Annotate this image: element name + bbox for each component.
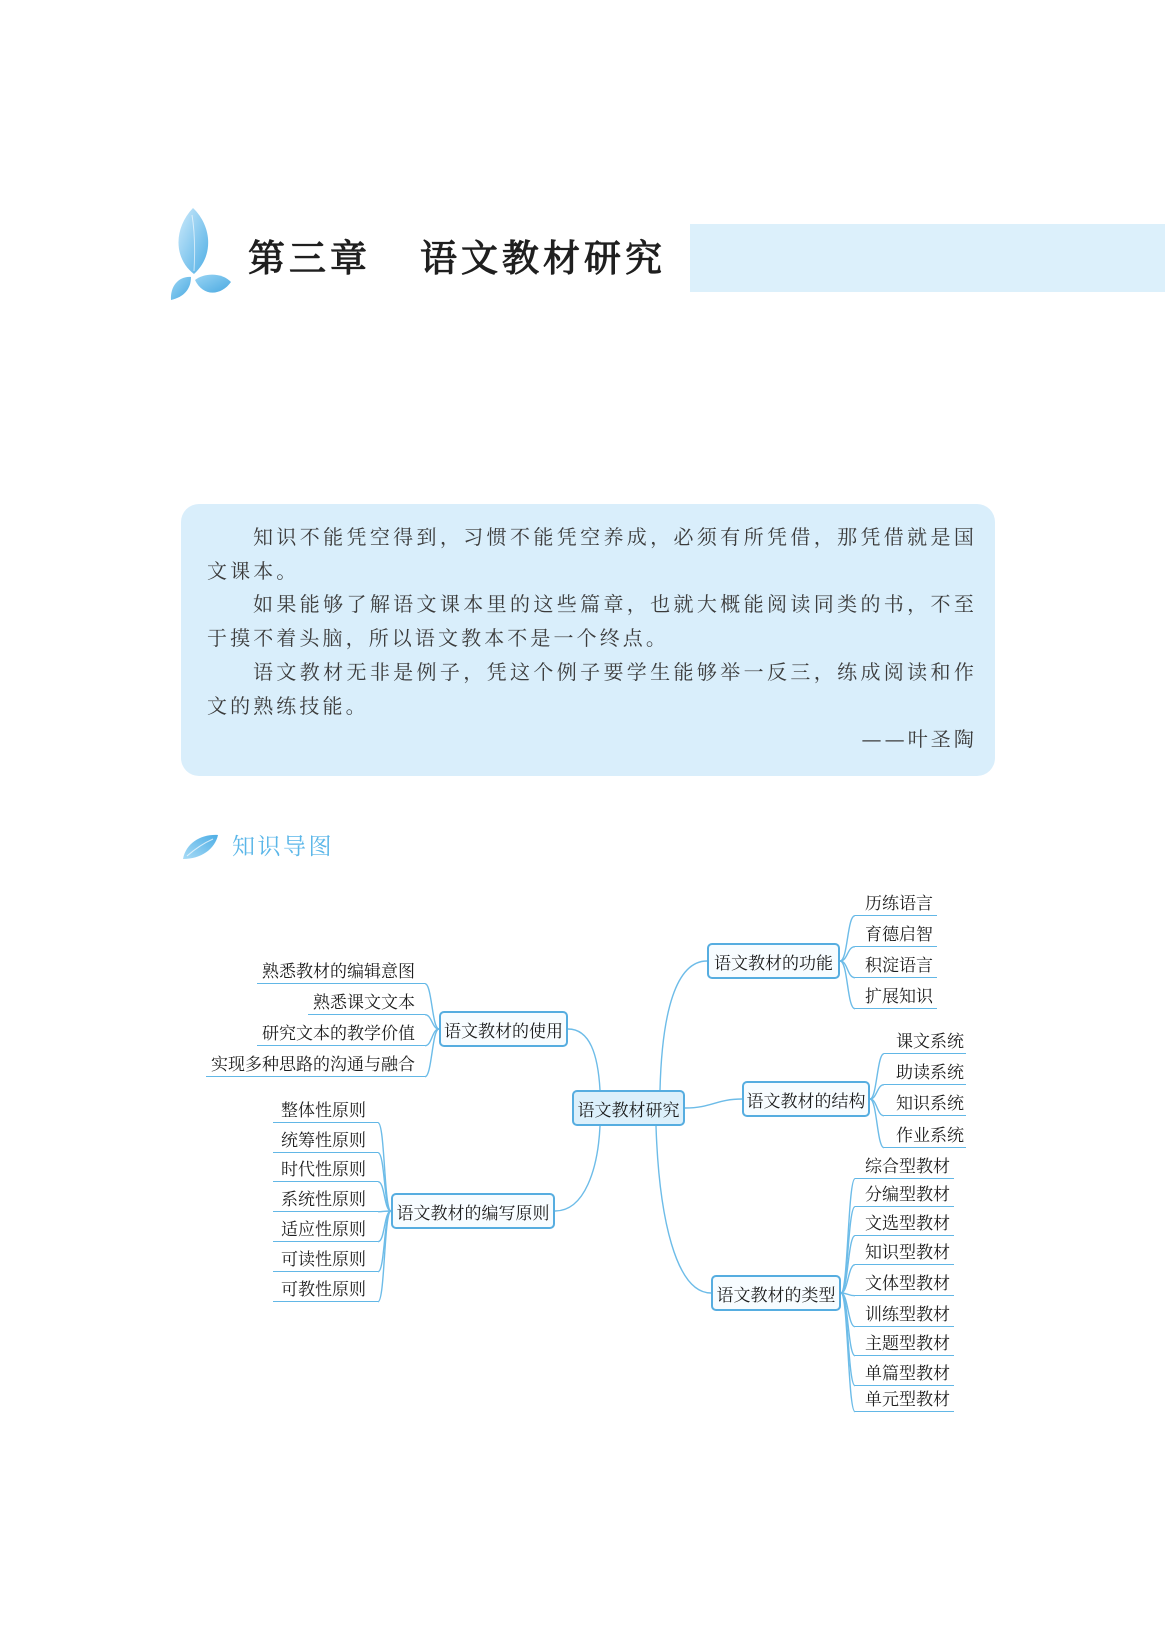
mind-map-leaf: 课文系统 [884,1032,966,1054]
leaf-icon [180,830,220,862]
connector-line [841,1236,855,1293]
chapter-header-band [690,224,1165,292]
connector-line [378,1211,391,1242]
connector-line [425,1029,439,1046]
mind-map-leaf: 单元型教材 [855,1390,954,1412]
connector-line [685,1099,742,1108]
mind-map-leaf: 育德启智 [855,925,937,947]
connector-line [656,1126,711,1293]
mind-map-branch-node: 语文教材的编写原则 [391,1193,555,1229]
mind-map-leaf: 综合型教材 [855,1157,954,1179]
mind-map-leaf: 知识型教材 [855,1243,954,1265]
mind-map-leaf: 助读系统 [884,1063,966,1085]
mind-map-leaf: 熟悉课文文本 [308,993,425,1015]
connector-line [841,1265,855,1293]
mind-map-branch-node: 语文教材的结构 [742,1081,870,1117]
mind-map-leaf: 实现多种思路的沟通与融合 [206,1055,425,1077]
connector-line [840,947,855,961]
connector-line [870,1099,884,1116]
mind-map-leaf: 积淀语言 [855,956,937,978]
connector-line [555,1126,600,1211]
section-heading: 知识导图 [232,834,334,860]
connector-line [425,1015,439,1029]
connector-line [841,1293,855,1412]
mind-map-leaf: 统筹性原则 [273,1131,378,1153]
connector-line [378,1211,391,1212]
quote-text [207,521,977,757]
mind-map-branch-node: 语文教材的功能 [707,943,840,979]
connector-line [840,961,855,978]
connector-line [840,961,855,1009]
connector-line [378,1211,391,1302]
connector-line [378,1211,391,1272]
connector-line [870,1054,884,1099]
mind-map-leaf: 熟悉教材的编辑意图 [257,962,425,984]
mind-map-leaf: 扩展知识 [855,987,937,1009]
quote-paragraph: 如果能够了解语文课本里的这些篇章，也就大概能阅读同类的书，不至于摸不着头脑，所以语文教本不是一个终点。 [207,592,977,651]
connector-line [378,1182,391,1211]
connector-line [841,1293,855,1327]
mind-map-leaf: 训练型教材 [855,1305,954,1327]
connector-line [660,961,707,1090]
connector-line [568,1029,600,1090]
connector-line [840,916,855,961]
mind-map-leaf: 时代性原则 [273,1160,378,1182]
mind-map-branch-node: 语文教材的使用 [439,1011,568,1047]
connector-line [841,1293,855,1386]
mind-map-leaf: 分编型教材 [855,1185,954,1207]
connector-line [870,1099,884,1148]
mind-map-leaf: 作业系统 [884,1126,966,1148]
mind-map-leaf: 文选型教材 [855,1214,954,1236]
chapter-number: 第三章 [248,236,371,280]
mind-map-leaf: 整体性原则 [273,1101,378,1123]
connector-line [841,1207,855,1293]
connector-line [378,1123,391,1211]
quote-paragraph: 语文教材无非是例子，凭这个例子要学生能够举一反三，练成阅读和作文的熟练技能。 [207,659,977,718]
connector-line [841,1179,855,1293]
mind-map-root-node: 语文教材研究 [572,1090,685,1126]
connector-line [841,1293,855,1356]
mind-map-branch-node: 语文教材的类型 [711,1275,841,1311]
mind-map-leaf: 适应性原则 [273,1220,378,1242]
mind-map-leaf: 文体型教材 [855,1274,954,1296]
connector-line [378,1153,391,1211]
connector-line [425,1029,439,1077]
mind-map-leaf: 知识系统 [884,1094,966,1116]
mind-map-leaf: 系统性原则 [273,1190,378,1212]
mind-map-leaf: 可教性原则 [273,1280,378,1302]
mind-map-leaf: 历练语言 [855,894,937,916]
connector-line [425,984,439,1029]
mind-map-leaf: 可读性原则 [273,1250,378,1272]
mind-map-leaf: 单篇型教材 [855,1364,954,1386]
connector-line [841,1293,855,1296]
connector-line [870,1085,884,1099]
mind-map-leaf: 主题型教材 [855,1334,954,1356]
quote-attribution: ——叶圣陶 [861,727,977,752]
chapter-title: 语文教材研究 [420,236,666,280]
leaf-icon [165,203,235,303]
quote-paragraph: 知识不能凭空得到，习惯不能凭空养成，必须有所凭借，那凭借就是国文课本。 [207,525,977,583]
mind-map-leaf: 研究文本的教学价值 [257,1024,425,1046]
